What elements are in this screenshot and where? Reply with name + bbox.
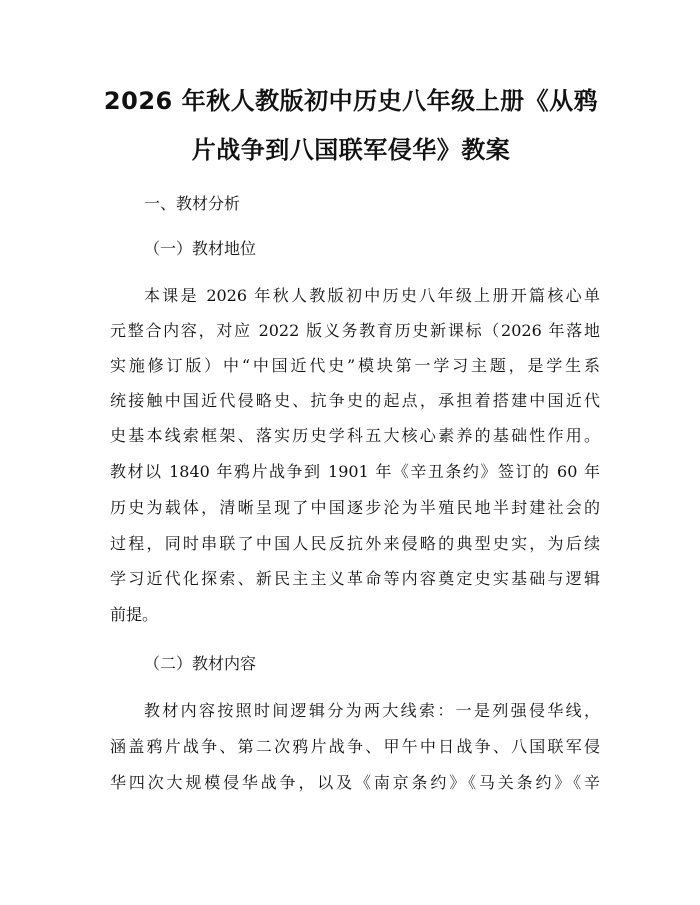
paragraph-1-line: 前提。 (110, 605, 159, 624)
paragraph-1-line: 历史为载体，清晰呈现了中国逐步沦为半殖民地半封建社会的 (110, 498, 600, 517)
subsection-heading-textbook-position: （一）教材地位 (144, 239, 257, 258)
document-title-line-2: 片战争到八国联军侵华》教案 (191, 136, 511, 164)
paragraph-1-line: 教材以 1840 年鸦片战争到 1901 年《辛丑条约》签订的 60 年 (110, 462, 600, 481)
paragraph-2-line: 涵盖鸦片战争、第二次鸦片战争、甲午中日战争、八国联军侵 (110, 737, 600, 756)
paragraph-1-line: 史基本线索框架、落实历史学科五大核心素养的基础性作用。 (110, 426, 600, 445)
subsection-heading-textbook-content: （二）教材内容 (144, 654, 257, 673)
paragraph-1-line: 过程，同时串联了中国人民反抗外来侵略的典型史实，为后续 (110, 534, 600, 553)
paragraph-1-line: 实施修订版）中“中国近代史”模块第一学习主题，是学生系 (110, 356, 600, 375)
paragraph-2-line: 华四次大规模侵华战争，以及《南京条约》《马关条约》《辛 (110, 773, 600, 792)
paragraph-1-line: 元整合内容，对应 2022 版义务教育历史新课标（2026 年落地 (110, 321, 600, 340)
paragraph-2-line: 教材内容按照时间逻辑分为两大线索：一是列强侵华线， (144, 701, 600, 720)
paragraph-1-line: 学习近代化探索、新民主主义革命等内容奠定史实基础与逻辑 (110, 569, 600, 588)
paragraph-1-line: 本课是 2026 年秋人教版初中历史八年级上册开篇核心单 (144, 286, 600, 305)
paragraph-1-line: 统接触中国近代侵略史、抗争史的起点，承担着搭建中国近代 (110, 391, 600, 410)
document-title-line-1: 2026 年秋人教版初中历史八年级上册《从鸦 (103, 87, 599, 115)
section-heading-textbook-analysis: 一、教材分析 (144, 194, 241, 213)
